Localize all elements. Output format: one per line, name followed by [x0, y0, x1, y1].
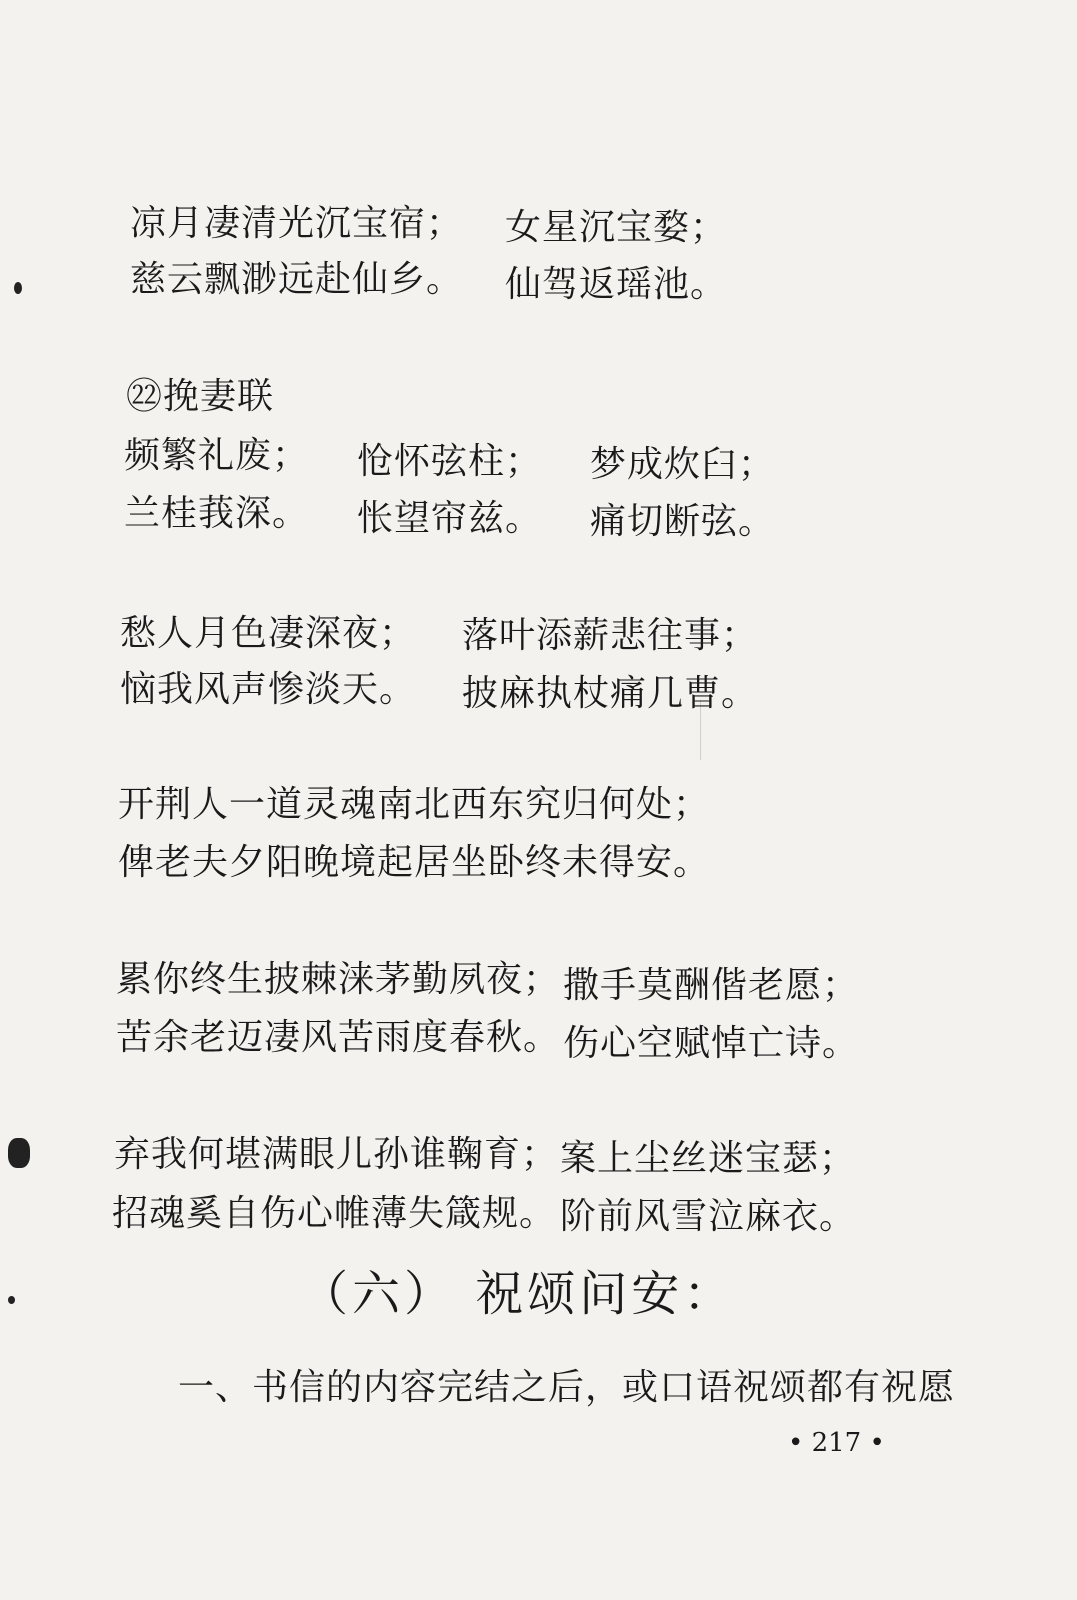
- couplet-line-left: 慈云飘渺远赴仙乡。: [130, 259, 464, 300]
- couplet-line-right: 女星沉宝婺；: [505, 207, 728, 248]
- page-number: • 217 •: [788, 1428, 885, 1458]
- couplet-cell: 怅望帘兹。: [357, 498, 543, 539]
- couplet-line-right: 仙驾返瑶池。: [505, 264, 728, 305]
- couplet-cell: 频繁礼废；: [124, 435, 310, 476]
- scan-speck: [8, 1138, 30, 1168]
- scan-speck: [8, 1296, 15, 1304]
- couplet-line-left: 愁人月色凄深夜；: [120, 613, 417, 654]
- body-paragraph: 一、书信的内容完结之后，或口语祝颂都有祝愿: [178, 1367, 956, 1408]
- couplet-line-right: 撒手莫酬偕老愿；: [563, 965, 860, 1006]
- couplet-cell: 痛切断弦。: [590, 501, 776, 542]
- couplet-line-left: 弃我何堪满眼儿孙谁鞠育；: [114, 1134, 559, 1175]
- couplet-line-left: 凉月凄清光沉宝宿；: [130, 203, 464, 244]
- couplet-line-left: 招魂奚自伤心帷薄失箴规。: [112, 1193, 557, 1234]
- couplet-line: 俾老夫夕阳晚境起居坐卧终未得安。: [118, 842, 711, 883]
- couplet-cell: 梦成炊臼；: [590, 444, 776, 485]
- couplet-line-right: 落叶添薪悲往事；: [462, 615, 759, 656]
- couplet-line-left: 恼我风声惨淡天。: [120, 669, 417, 710]
- couplet-cell: 兰桂莪深。: [124, 493, 310, 534]
- scan-speck: [14, 282, 22, 294]
- couplet-line-right: 披麻执杖痛几曹。: [462, 673, 759, 714]
- couplet-line-left: 苦余老迈凄风苦雨度春秋。: [116, 1017, 561, 1058]
- couplet-line-right: 伤心空赋悼亡诗。: [563, 1023, 860, 1064]
- couplet-cell: 怆怀弦柱；: [357, 441, 543, 482]
- couplet-line-left: 累你终生披棘涞茅勤夙夜；: [116, 959, 561, 1000]
- section-heading: （六） 祝颂问安：: [300, 1266, 736, 1322]
- section-title: ㉒挽妻联: [126, 376, 275, 417]
- couplet-line: 开荆人一道灵魂南北西东究归何处；: [118, 784, 711, 825]
- couplet-line-right: 案上尘丝迷宝瑟；: [560, 1138, 857, 1179]
- couplet-line-right: 阶前风雪泣麻衣。: [560, 1196, 857, 1237]
